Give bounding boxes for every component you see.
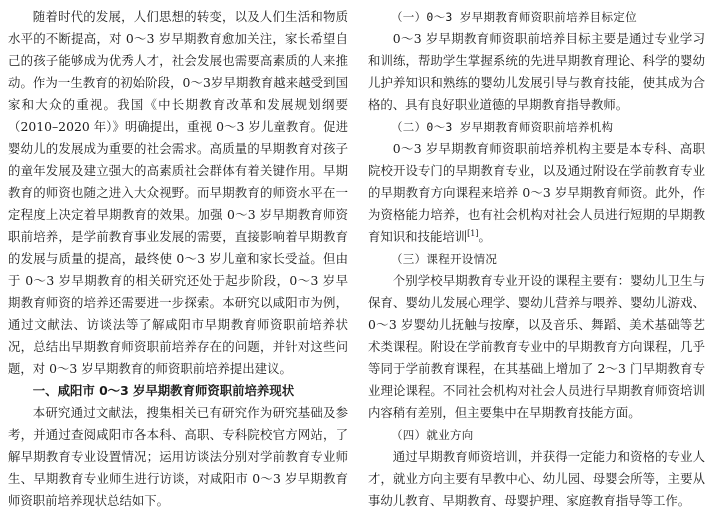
employment-paragraph: 通过早期教育师资培训，并获得一定能力和资格的专业人才，就业方向主要有早教中心、幼儿园、母婴会所等，主要从事幼儿教育、早期教育、母婴护理、家庭教育指导等工作。 [368, 449, 705, 508]
methods-paragraph: 本研究通过文献法，搜集相关已有研究作为研究基础及参考，并通过查阅咸阳市各本科、高职、专科院校官方网站，了解早期教育专业设置情况；运用访谈法分别对学前教育专业师生、早期教育专业师生进行访谈，对咸阳市 0～3 岁早期教育师资职前培养现状总结如下。 [8, 405, 348, 508]
institutions-text: 0～3 岁早期教育师资职前培养机构主要是本专科、高职院校开设专门的早期教育专业，以及通过附设在学前教育专业的早期教育方向课程来培养 0～3 岁早期教育师资。此外，作为资格能力培养，也有社会机构对社会人员进行短期的早期教育知识和技能培训 [368, 141, 705, 244]
intro-paragraph: 随着时代的发展，人们思想的转变，以及人们生活和物质水平的不断提高，对 0～3 岁早期教育愈加关注，家长希望自己的孩子能够成为优秀人才，社会发展也需要高素质的人来推动。作为一生教育的初始阶段，0～3岁早期教育越来越受到国家和大众的重视。我国《中长期教育改革和发展规划纲要（2010–2020 年）》明确提出，重视 0～3 岁儿童教育。促进婴幼儿的发展成为重要的社会需求。高质量的早期教育对孩子的童年发展及建立强大的高素质社会群体有着关键作用。早期教育的师资也随之进入大众视野。而早期教育的师资水平在一定程度上决定着早期教育的效果。加强 0～3 岁早期教育师资职前培养，是学前教育事业发展的需要，直接影响着早期教育的发展与质量的提高，最终使 0～3 岁儿童和家长受益。但由于 0～3 岁早期教育的相关研究还处于起步阶段，0～3 岁早期教育师资的培养还需要进一步探索。本研究以咸阳市为例，通过文献法、访谈法等了解咸阳市早期教育师资职前培养状况，总结出早期教育师资职前培养存在的问题，并针对这些问题，对 0～3 岁早期教育的师资职前培养提出建议。 [8, 9, 348, 376]
subheading-courses: （三）课程开设情况 [391, 252, 498, 266]
left-column [8, 6, 348, 512]
subheading-institutions: （二）0～3 岁早期教育师资职前培养机构 [391, 120, 614, 134]
institutions-end: 。 [478, 229, 491, 244]
courses-paragraph: 个别学校早期教育专业开设的课程主要有：婴幼儿卫生与保育、婴幼儿发展心理学、婴幼儿营养与喂养、婴幼儿游戏、0～3 岁婴幼儿抚触与按摩，以及音乐、舞蹈、美术基础等艺术类课程。附设在学前教育专业中的早期教育方向课程，几乎等同于学前教育课程，在其基础上增加了 2～3 门早期教育专业理论课程。不同社会机构对社会人员进行早期教育师资培训内容稍有差别，但主要集中在早期教育技能方面。 [368, 273, 705, 420]
section-heading-1: 一、咸阳市 0～3 岁早期教育师资职前培养现状 [32, 383, 295, 398]
institutions-paragraph [368, 138, 705, 248]
citation-ref: [1] [467, 228, 479, 238]
subheading-employment: （四）就业方向 [391, 428, 474, 442]
subheading-goal: （一）0～3 岁早期教育师资职前培养目标定位 [391, 10, 637, 24]
right-column [368, 6, 705, 512]
goal-paragraph: 0～3 岁早期教育师资职前培养目标主要是通过专业学习和训练，帮助学生掌握系统的先进早期教育理论、科学的婴幼儿护养知识和熟练的婴幼儿发展引导与教育技能，使其成为合格的、具有良好职业道德的早期教育指导教师。 [368, 31, 705, 112]
